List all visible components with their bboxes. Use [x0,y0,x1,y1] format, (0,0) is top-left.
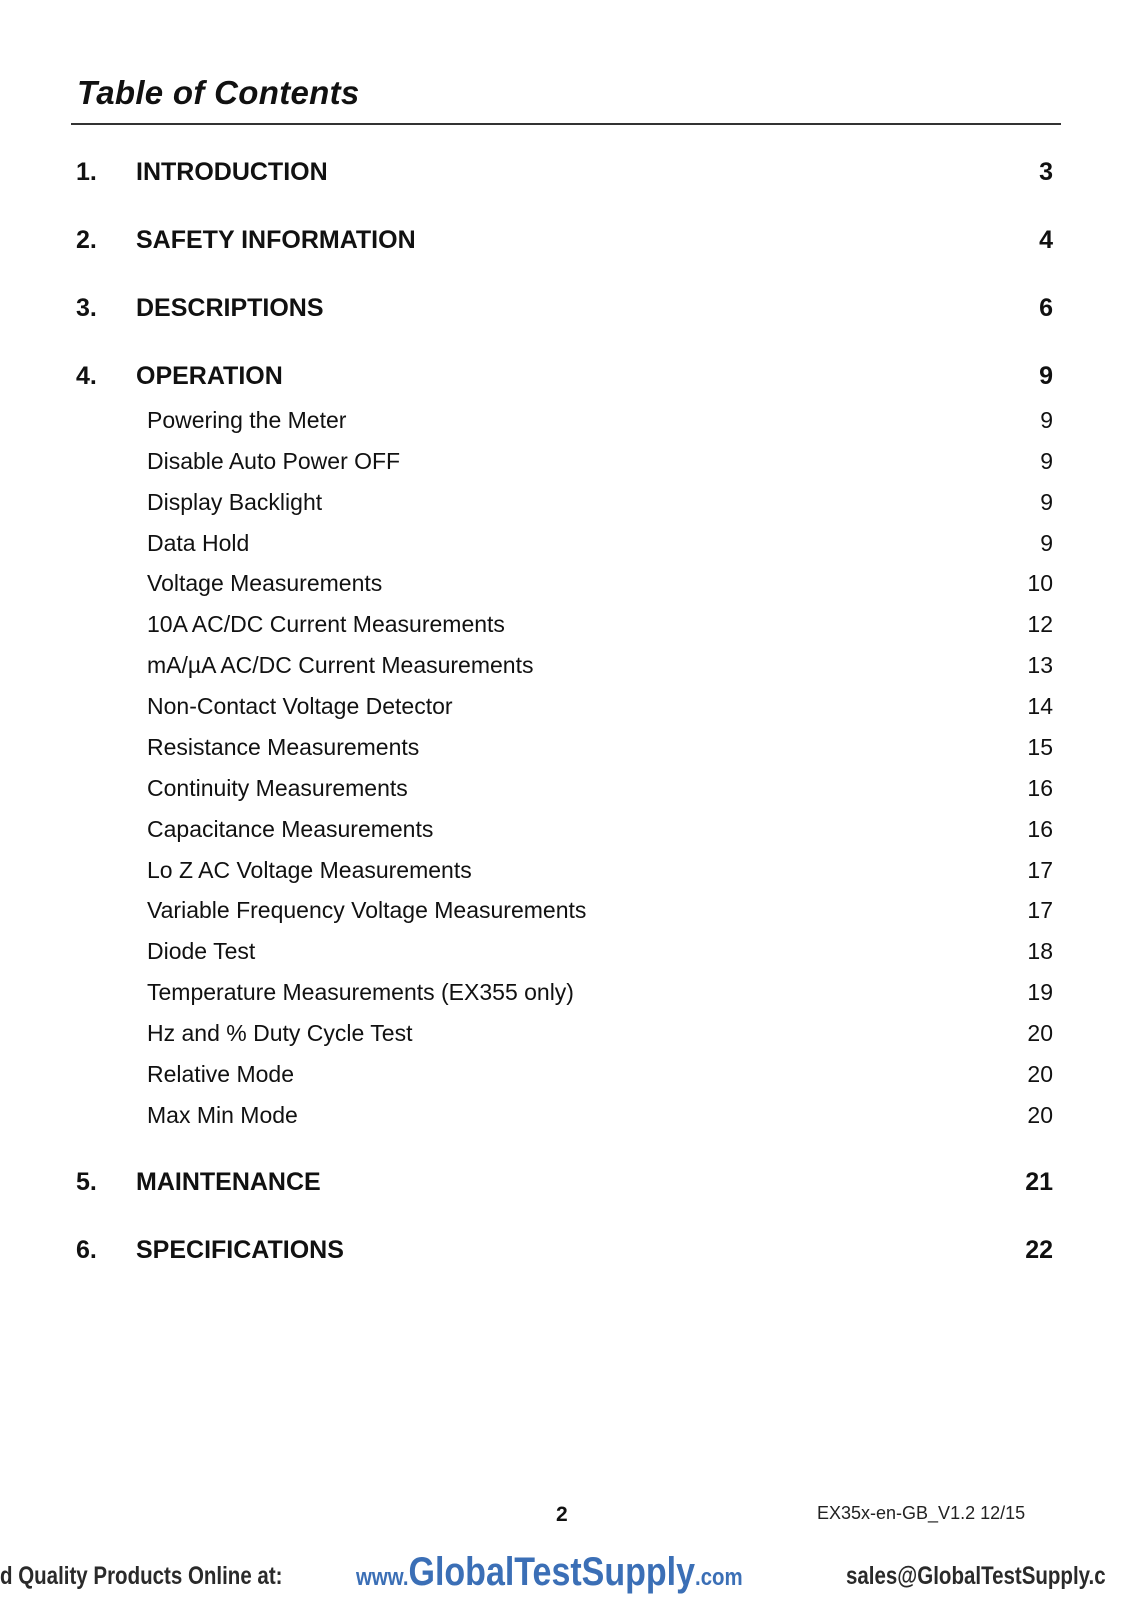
toc-subentry-max-min-mode[interactable] [0,1102,1130,1138]
toc-entry-label: Disable Auto Power OFF [147,448,401,474]
toc-entry-page: 20 [1027,1020,1053,1046]
toc-entry-maintenance[interactable] [0,1168,1130,1204]
toc-entry-specifications[interactable] [0,1236,1130,1272]
toc-subentry-10a-current-measurements[interactable] [0,611,1130,647]
toc-subentry-temperature-measurements[interactable] [0,979,1130,1015]
toc-entry-page: 10 [1027,570,1053,596]
toc-entry-page: 3 [1039,158,1053,186]
toc-entry-label: Data Hold [147,530,250,556]
toc-entry-number: 5. [76,1168,97,1196]
toc-subentry-data-hold[interactable] [0,530,1130,566]
toc-entry-page: 20 [1027,1061,1053,1087]
toc-entry-label: Diode Test [147,938,256,964]
toc-entry-label: Temperature Measurements (EX355 only) [147,979,574,1005]
toc-entry-introduction[interactable] [0,158,1130,194]
toc-entry-page: 18 [1027,938,1053,964]
toc-entry-page: 14 [1027,693,1053,719]
toc-subentry-variable-frequency-voltage[interactable] [0,897,1130,933]
page-number: 2 [556,1503,568,1526]
toc-entry-label: Powering the Meter [147,407,347,433]
toc-entry-page: 15 [1027,734,1053,760]
toc-entry-page: 9 [1040,530,1053,556]
toc-subentry-ma-ua-current-measurements[interactable] [0,652,1130,688]
toc-subentry-non-contact-voltage-detector[interactable] [0,693,1130,729]
toc-subentry-capacitance-measurements[interactable] [0,816,1130,852]
toc-subentry-diode-test[interactable] [0,938,1130,974]
toc-entry-label: SAFETY INFORMATION [136,226,416,254]
toc-entry-number: 2. [76,226,97,254]
toc-entry-number: 3. [76,294,97,322]
toc-entry-page: 22 [1025,1236,1053,1264]
footer-website-link[interactable] [356,1550,743,1595]
toc-entry-label: 10A AC/DC Current Measurements [147,611,505,637]
toc-entry-page: 17 [1027,857,1053,883]
toc-subentry-powering-the-meter[interactable] [0,407,1130,443]
toc-entry-label: Voltage Measurements [147,570,383,596]
toc-entry-page: 6 [1039,294,1053,322]
toc-entry-page: 9 [1040,489,1053,515]
footer-email-link[interactable]: sales@GlobalTestSupply.c [846,1562,1106,1590]
toc-entry-label: Hz and % Duty Cycle Test [147,1020,413,1046]
toc-entry-label: DESCRIPTIONS [136,294,324,322]
toc-entry-label: Variable Frequency Voltage Measurements [147,897,587,923]
footer-website-suffix: .com [695,1564,743,1591]
toc-entry-label: INTRODUCTION [136,158,328,186]
toc-entry-page: 9 [1039,362,1053,390]
footer-website-brand: GlobalTestSupply [408,1550,696,1594]
toc-entry-number: 1. [76,158,97,186]
document-code: EX35x-en-GB_V1.2 12/15 [817,1503,1026,1523]
toc-entry-label: Lo Z AC Voltage Measurements [147,857,472,883]
toc-entry-page: 21 [1025,1168,1053,1196]
toc-entry-label: Capacitance Measurements [147,816,434,842]
toc-entry-label: Max Min Mode [147,1102,298,1128]
toc-entry-label: Resistance Measurements [147,734,420,760]
page-title: Table of Contents [77,74,360,111]
toc-entry-operation[interactable] [0,362,1130,398]
footer-website-prefix: www. [356,1564,409,1591]
toc-subentry-disable-auto-power-off[interactable] [0,448,1130,484]
toc-entry-label: Non-Contact Voltage Detector [147,693,453,719]
toc-entry-number: 6. [76,1236,97,1264]
toc-subentry-lo-z-ac-voltage-measurements[interactable] [0,857,1130,893]
toc-entry-safety-information[interactable] [0,226,1130,262]
toc-subentry-relative-mode[interactable] [0,1061,1130,1097]
toc-entry-label: Continuity Measurements [147,775,408,801]
toc-entry-page: 13 [1027,652,1053,678]
toc-entry-descriptions[interactable] [0,294,1130,330]
toc-entry-label: SPECIFICATIONS [136,1236,344,1264]
toc-entry-number: 4. [76,362,97,390]
toc-entry-page: 16 [1027,775,1053,801]
toc-subentry-continuity-measurements[interactable] [0,775,1130,811]
footer-tagline: d Quality Products Online at: [0,1562,283,1590]
title-divider [71,123,1061,125]
toc-entry-page: 17 [1027,897,1053,923]
toc-entry-label: Display Backlight [147,489,323,515]
toc-entry-page: 16 [1027,816,1053,842]
toc-subentry-display-backlight[interactable] [0,489,1130,525]
toc-entry-page: 9 [1040,448,1053,474]
toc-entry-label: Relative Mode [147,1061,295,1087]
toc-entry-page: 19 [1027,979,1053,1005]
toc-entry-page: 4 [1039,226,1053,254]
toc-entry-page: 20 [1027,1102,1053,1128]
toc-entry-label: MAINTENANCE [136,1168,321,1196]
toc-subentry-resistance-measurements[interactable] [0,734,1130,770]
toc-entry-label: mA/µA AC/DC Current Measurements [147,652,534,678]
toc-subentry-voltage-measurements[interactable] [0,570,1130,606]
toc-entry-page: 9 [1040,407,1053,433]
toc-entry-label: OPERATION [136,362,283,390]
toc-entry-page: 12 [1027,611,1053,637]
toc-subentry-hz-duty-cycle-test[interactable] [0,1020,1130,1056]
